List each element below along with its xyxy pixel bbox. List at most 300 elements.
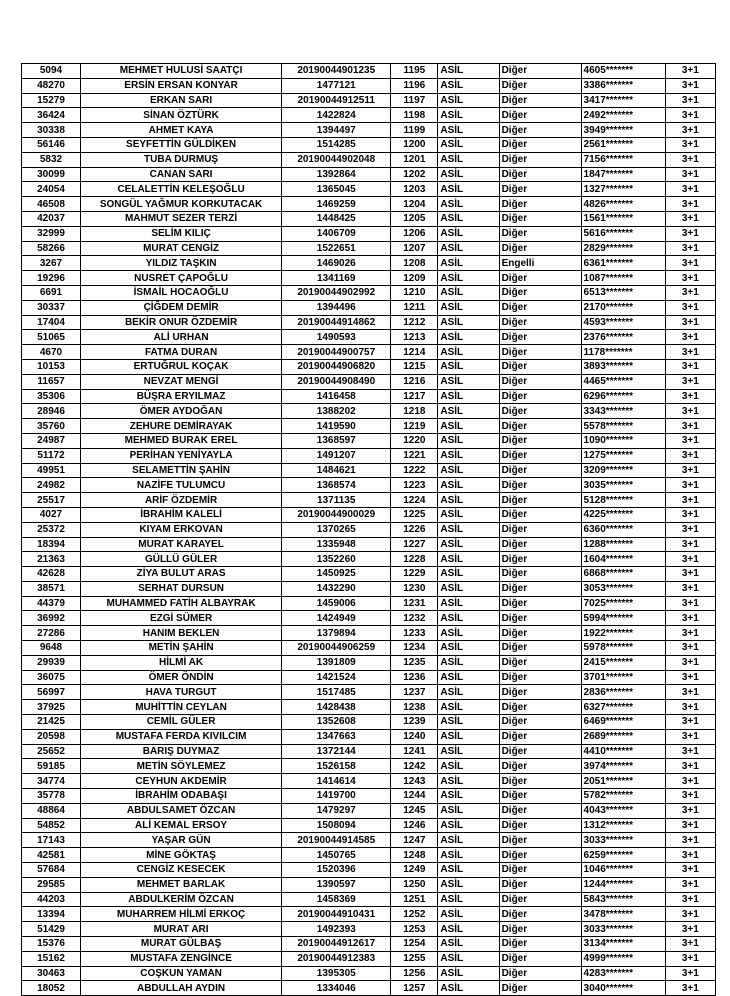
application-no-cell: 20190044902048: [282, 152, 391, 167]
room-type-cell: 3+1: [665, 981, 715, 996]
category-cell: Diğer: [499, 419, 581, 434]
rank-cell: 1247: [391, 833, 438, 848]
rank-cell: 1217: [391, 389, 438, 404]
table-row: [22, 197, 716, 212]
status-cell: ASİL: [438, 907, 499, 922]
table-row: [22, 552, 716, 567]
full-name-cell: METİN ŞAHİN: [81, 641, 282, 656]
application-no-cell: 1450765: [282, 848, 391, 863]
room-type-cell: 3+1: [665, 863, 715, 878]
full-name-cell: CEMİL GÜLER: [81, 715, 282, 730]
rank-cell: 1234: [391, 641, 438, 656]
table-row: [22, 848, 716, 863]
room-type-cell: 3+1: [665, 330, 715, 345]
full-name-cell: ABDULSAMET ÖZCAN: [81, 803, 282, 818]
rank-cell: 1256: [391, 966, 438, 981]
status-cell: ASİL: [438, 345, 499, 360]
application-no-cell: 20190044908490: [282, 374, 391, 389]
category-cell: Diğer: [499, 789, 581, 804]
room-type-cell: 3+1: [665, 285, 715, 300]
sira-no-cell: 17404: [22, 315, 81, 330]
category-cell: Diğer: [499, 951, 581, 966]
status-cell: ASİL: [438, 123, 499, 138]
status-cell: ASİL: [438, 596, 499, 611]
room-type-cell: 3+1: [665, 433, 715, 448]
status-cell: ASİL: [438, 182, 499, 197]
category-cell: Diğer: [499, 404, 581, 419]
category-cell: Diğer: [499, 78, 581, 93]
application-no-cell: 1484621: [282, 463, 391, 478]
application-no-cell: 1394497: [282, 123, 391, 138]
status-cell: ASİL: [438, 478, 499, 493]
full-name-cell: ZEHURE DEMİRAYAK: [81, 419, 282, 434]
table-row: [22, 152, 716, 167]
status-cell: ASİL: [438, 448, 499, 463]
status-cell: ASİL: [438, 715, 499, 730]
rank-cell: 1197: [391, 93, 438, 108]
masked-id-cell: 2376*******: [581, 330, 665, 345]
full-name-cell: MEHMET BARLAK: [81, 877, 282, 892]
status-cell: ASİL: [438, 389, 499, 404]
sira-no-cell: 56997: [22, 685, 81, 700]
full-name-cell: İBRAHİM KALELİ: [81, 507, 282, 522]
sira-no-cell: 4670: [22, 345, 81, 360]
sira-no-cell: 28946: [22, 404, 81, 419]
table-row: [22, 404, 716, 419]
category-cell: Diğer: [499, 493, 581, 508]
status-cell: ASİL: [438, 507, 499, 522]
table-row: [22, 759, 716, 774]
room-type-cell: 3+1: [665, 182, 715, 197]
masked-id-cell: 6296*******: [581, 389, 665, 404]
sira-no-cell: 51429: [22, 922, 81, 937]
rank-cell: 1229: [391, 567, 438, 582]
application-no-cell: 1341169: [282, 271, 391, 286]
table-row: [22, 182, 716, 197]
application-no-cell: 1491207: [282, 448, 391, 463]
masked-id-cell: 3949*******: [581, 123, 665, 138]
masked-id-cell: 5128*******: [581, 493, 665, 508]
full-name-cell: ALİ URHAN: [81, 330, 282, 345]
rank-cell: 1242: [391, 759, 438, 774]
status-cell: ASİL: [438, 522, 499, 537]
rank-cell: 1240: [391, 729, 438, 744]
masked-id-cell: 1922*******: [581, 626, 665, 641]
table-row: [22, 167, 716, 182]
application-no-cell: 1479297: [282, 803, 391, 818]
full-name-cell: MUSTAFA FERDA KIVILCIM: [81, 729, 282, 744]
masked-id-cell: 3209*******: [581, 463, 665, 478]
rank-cell: 1196: [391, 78, 438, 93]
status-cell: ASİL: [438, 729, 499, 744]
masked-id-cell: 3417*******: [581, 93, 665, 108]
full-name-cell: MURAT GÜLBAŞ: [81, 937, 282, 952]
full-name-cell: CEYHUN AKDEMİR: [81, 774, 282, 789]
rank-cell: 1220: [391, 433, 438, 448]
sira-no-cell: 15376: [22, 937, 81, 952]
table-row: [22, 256, 716, 271]
rank-cell: 1224: [391, 493, 438, 508]
status-cell: ASİL: [438, 685, 499, 700]
masked-id-cell: 1244*******: [581, 877, 665, 892]
application-no-cell: 20190044910431: [282, 907, 391, 922]
status-cell: ASİL: [438, 300, 499, 315]
application-no-cell: 20190044912617: [282, 937, 391, 952]
category-cell: Diğer: [499, 522, 581, 537]
room-type-cell: 3+1: [665, 345, 715, 360]
rank-cell: 1249: [391, 863, 438, 878]
table-row: [22, 937, 716, 952]
room-type-cell: 3+1: [665, 685, 715, 700]
table-row: [22, 729, 716, 744]
full-name-cell: MURAT CENGİZ: [81, 241, 282, 256]
category-cell: Diğer: [499, 167, 581, 182]
application-no-cell: 1371135: [282, 493, 391, 508]
sira-no-cell: 51172: [22, 448, 81, 463]
masked-id-cell: 2689*******: [581, 729, 665, 744]
sira-no-cell: 32999: [22, 226, 81, 241]
masked-id-cell: 5578*******: [581, 419, 665, 434]
status-cell: ASİL: [438, 877, 499, 892]
category-cell: Diğer: [499, 596, 581, 611]
status-cell: ASİL: [438, 966, 499, 981]
category-cell: Diğer: [499, 937, 581, 952]
rank-cell: 1222: [391, 463, 438, 478]
application-no-cell: 1428438: [282, 700, 391, 715]
room-type-cell: 3+1: [665, 611, 715, 626]
room-type-cell: 3+1: [665, 670, 715, 685]
application-no-cell: 20190044900757: [282, 345, 391, 360]
masked-id-cell: 5994*******: [581, 611, 665, 626]
full-name-cell: ÇİĞDEM DEMİR: [81, 300, 282, 315]
application-no-cell: 1395305: [282, 966, 391, 981]
masked-id-cell: 1561*******: [581, 211, 665, 226]
room-type-cell: 3+1: [665, 359, 715, 374]
status-cell: ASİL: [438, 951, 499, 966]
category-cell: Diğer: [499, 478, 581, 493]
rank-cell: 1233: [391, 626, 438, 641]
rank-cell: 1206: [391, 226, 438, 241]
application-no-cell: 1406709: [282, 226, 391, 241]
sira-no-cell: 56146: [22, 137, 81, 152]
masked-id-cell: 1288*******: [581, 537, 665, 552]
category-cell: Diğer: [499, 877, 581, 892]
table-row: [22, 744, 716, 759]
room-type-cell: 3+1: [665, 493, 715, 508]
rank-cell: 1219: [391, 419, 438, 434]
sira-no-cell: 46508: [22, 197, 81, 212]
sira-no-cell: 42628: [22, 567, 81, 582]
room-type-cell: 3+1: [665, 211, 715, 226]
room-type-cell: 3+1: [665, 404, 715, 419]
room-type-cell: 3+1: [665, 271, 715, 286]
table-row: [22, 359, 716, 374]
category-cell: Diğer: [499, 211, 581, 226]
category-cell: Diğer: [499, 922, 581, 937]
application-no-cell: 1368597: [282, 433, 391, 448]
table-row: [22, 478, 716, 493]
full-name-cell: SELAMETTİN ŞAHİN: [81, 463, 282, 478]
masked-id-cell: 3478*******: [581, 907, 665, 922]
sira-no-cell: 36075: [22, 670, 81, 685]
rank-cell: 1238: [391, 700, 438, 715]
room-type-cell: 3+1: [665, 108, 715, 123]
masked-id-cell: 3053*******: [581, 581, 665, 596]
masked-id-cell: 6327*******: [581, 700, 665, 715]
application-no-cell: 1368574: [282, 478, 391, 493]
room-type-cell: 3+1: [665, 759, 715, 774]
rank-cell: 1243: [391, 774, 438, 789]
status-cell: ASİL: [438, 537, 499, 552]
category-cell: Diğer: [499, 507, 581, 522]
full-name-cell: ABDULLAH AYDIN: [81, 981, 282, 996]
rank-cell: 1216: [391, 374, 438, 389]
masked-id-cell: 1312*******: [581, 818, 665, 833]
application-no-cell: 1352260: [282, 552, 391, 567]
category-cell: Diğer: [499, 715, 581, 730]
room-type-cell: 3+1: [665, 848, 715, 863]
status-cell: ASİL: [438, 937, 499, 952]
table-row: [22, 567, 716, 582]
application-no-cell: 1352608: [282, 715, 391, 730]
masked-id-cell: 5843*******: [581, 892, 665, 907]
status-cell: ASİL: [438, 833, 499, 848]
rank-cell: 1201: [391, 152, 438, 167]
table-row: [22, 123, 716, 138]
room-type-cell: 3+1: [665, 123, 715, 138]
full-name-cell: AHMET KAYA: [81, 123, 282, 138]
room-type-cell: 3+1: [665, 478, 715, 493]
category-cell: Diğer: [499, 537, 581, 552]
application-no-cell: 1335948: [282, 537, 391, 552]
application-no-cell: 1394496: [282, 300, 391, 315]
sira-no-cell: 35760: [22, 419, 81, 434]
category-cell: Diğer: [499, 729, 581, 744]
room-type-cell: 3+1: [665, 877, 715, 892]
masked-id-cell: 7156*******: [581, 152, 665, 167]
category-cell: Diğer: [499, 285, 581, 300]
table-row: [22, 863, 716, 878]
masked-id-cell: 6513*******: [581, 285, 665, 300]
full-name-cell: ABDULKERİM ÖZCAN: [81, 892, 282, 907]
sira-no-cell: 30099: [22, 167, 81, 182]
full-name-cell: ALİ KEMAL ERSOY: [81, 818, 282, 833]
masked-id-cell: 4999*******: [581, 951, 665, 966]
category-cell: Diğer: [499, 966, 581, 981]
room-type-cell: 3+1: [665, 152, 715, 167]
full-name-cell: NEVZAT MENGİ: [81, 374, 282, 389]
category-cell: Diğer: [499, 359, 581, 374]
sira-no-cell: 15279: [22, 93, 81, 108]
application-no-cell: 1458369: [282, 892, 391, 907]
sira-no-cell: 20598: [22, 729, 81, 744]
application-no-cell: 1334046: [282, 981, 391, 996]
application-no-cell: 1492393: [282, 922, 391, 937]
table-row: [22, 670, 716, 685]
status-cell: ASİL: [438, 981, 499, 996]
table-row: [22, 374, 716, 389]
application-no-cell: 1365045: [282, 182, 391, 197]
status-cell: ASİL: [438, 197, 499, 212]
full-name-cell: GÜLLÜ GÜLER: [81, 552, 282, 567]
category-cell: Diğer: [499, 108, 581, 123]
rank-cell: 1203: [391, 182, 438, 197]
table-row: [22, 137, 716, 152]
rank-cell: 1202: [391, 167, 438, 182]
full-name-cell: BARIŞ DUYMAZ: [81, 744, 282, 759]
sira-no-cell: 9648: [22, 641, 81, 656]
rank-cell: 1225: [391, 507, 438, 522]
room-type-cell: 3+1: [665, 567, 715, 582]
rank-cell: 1251: [391, 892, 438, 907]
sira-no-cell: 13394: [22, 907, 81, 922]
full-name-cell: SELİM KILIÇ: [81, 226, 282, 241]
application-no-cell: 20190044912511: [282, 93, 391, 108]
rank-cell: 1248: [391, 848, 438, 863]
room-type-cell: 3+1: [665, 78, 715, 93]
full-name-cell: İBRAHİM ODABAŞI: [81, 789, 282, 804]
sira-no-cell: 6691: [22, 285, 81, 300]
table-row: [22, 877, 716, 892]
table-row: [22, 951, 716, 966]
table-row: [22, 700, 716, 715]
full-name-cell: BEKİR ONUR ÖZDEMİR: [81, 315, 282, 330]
rank-cell: 1255: [391, 951, 438, 966]
category-cell: Diğer: [499, 389, 581, 404]
application-no-cell: 20190044912383: [282, 951, 391, 966]
status-cell: ASİL: [438, 374, 499, 389]
category-cell: Diğer: [499, 374, 581, 389]
masked-id-cell: 1046*******: [581, 863, 665, 878]
masked-id-cell: 4465*******: [581, 374, 665, 389]
application-no-cell: 20190044902992: [282, 285, 391, 300]
room-type-cell: 3+1: [665, 419, 715, 434]
room-type-cell: 3+1: [665, 744, 715, 759]
masked-id-cell: 3033*******: [581, 833, 665, 848]
table-row: [22, 626, 716, 641]
application-no-cell: 1391809: [282, 655, 391, 670]
category-cell: Diğer: [499, 433, 581, 448]
category-cell: Diğer: [499, 93, 581, 108]
table-row: [22, 641, 716, 656]
table-row: [22, 922, 716, 937]
table-row: [22, 211, 716, 226]
category-cell: Diğer: [499, 300, 581, 315]
table-row: [22, 715, 716, 730]
masked-id-cell: 5978*******: [581, 641, 665, 656]
full-name-cell: SERHAT DURSUN: [81, 581, 282, 596]
status-cell: ASİL: [438, 271, 499, 286]
status-cell: ASİL: [438, 330, 499, 345]
status-cell: ASİL: [438, 655, 499, 670]
rank-cell: 1230: [391, 581, 438, 596]
full-name-cell: PERİHAN YENİYAYLA: [81, 448, 282, 463]
rank-cell: 1198: [391, 108, 438, 123]
full-name-cell: FATMA DURAN: [81, 345, 282, 360]
rank-cell: 1199: [391, 123, 438, 138]
room-type-cell: 3+1: [665, 93, 715, 108]
rank-cell: 1210: [391, 285, 438, 300]
rank-cell: 1195: [391, 64, 438, 79]
category-cell: Diğer: [499, 611, 581, 626]
room-type-cell: 3+1: [665, 374, 715, 389]
status-cell: ASİL: [438, 152, 499, 167]
category-cell: Diğer: [499, 182, 581, 197]
table-row: [22, 981, 716, 996]
masked-id-cell: 3893*******: [581, 359, 665, 374]
category-cell: Diğer: [499, 655, 581, 670]
rank-cell: 1211: [391, 300, 438, 315]
room-type-cell: 3+1: [665, 922, 715, 937]
masked-id-cell: 4605*******: [581, 64, 665, 79]
application-no-cell: 1370265: [282, 522, 391, 537]
sira-no-cell: 4027: [22, 507, 81, 522]
room-type-cell: 3+1: [665, 641, 715, 656]
table-row: [22, 330, 716, 345]
room-type-cell: 3+1: [665, 581, 715, 596]
room-type-cell: 3+1: [665, 818, 715, 833]
rank-cell: 1208: [391, 256, 438, 271]
rank-cell: 1228: [391, 552, 438, 567]
status-cell: ASİL: [438, 433, 499, 448]
status-cell: ASİL: [438, 93, 499, 108]
masked-id-cell: 1090*******: [581, 433, 665, 448]
masked-id-cell: 1327*******: [581, 182, 665, 197]
application-no-cell: 1520396: [282, 863, 391, 878]
room-type-cell: 3+1: [665, 226, 715, 241]
table-row: [22, 315, 716, 330]
masked-id-cell: 2561*******: [581, 137, 665, 152]
masked-id-cell: 2415*******: [581, 655, 665, 670]
rank-cell: 1227: [391, 537, 438, 552]
table-row: [22, 93, 716, 108]
table-row: [22, 581, 716, 596]
table-row: [22, 419, 716, 434]
masked-id-cell: 3974*******: [581, 759, 665, 774]
full-name-cell: CENGİZ KESECEK: [81, 863, 282, 878]
category-cell: Diğer: [499, 833, 581, 848]
full-name-cell: CELALETTİN KELEŞOĞLU: [81, 182, 282, 197]
table-row: [22, 78, 716, 93]
rank-cell: 1250: [391, 877, 438, 892]
application-no-cell: 20190044914585: [282, 833, 391, 848]
room-type-cell: 3+1: [665, 448, 715, 463]
application-no-cell: 1514285: [282, 137, 391, 152]
sira-no-cell: 44379: [22, 596, 81, 611]
room-type-cell: 3+1: [665, 655, 715, 670]
room-type-cell: 3+1: [665, 137, 715, 152]
status-cell: ASİL: [438, 241, 499, 256]
status-cell: ASİL: [438, 285, 499, 300]
category-cell: Diğer: [499, 700, 581, 715]
masked-id-cell: 3343*******: [581, 404, 665, 419]
masked-id-cell: 1178*******: [581, 345, 665, 360]
category-cell: Diğer: [499, 345, 581, 360]
full-name-cell: MEHMET HULUSİ SAATÇI: [81, 64, 282, 79]
status-cell: ASİL: [438, 493, 499, 508]
sira-no-cell: 3267: [22, 256, 81, 271]
room-type-cell: 3+1: [665, 167, 715, 182]
status-cell: ASİL: [438, 211, 499, 226]
status-cell: ASİL: [438, 256, 499, 271]
rank-cell: 1237: [391, 685, 438, 700]
category-cell: Diğer: [499, 152, 581, 167]
category-cell: Diğer: [499, 197, 581, 212]
full-name-cell: NAZİFE TULUMCU: [81, 478, 282, 493]
full-name-cell: SİNAN ÖZTÜRK: [81, 108, 282, 123]
sira-no-cell: 24987: [22, 433, 81, 448]
masked-id-cell: 6360*******: [581, 522, 665, 537]
